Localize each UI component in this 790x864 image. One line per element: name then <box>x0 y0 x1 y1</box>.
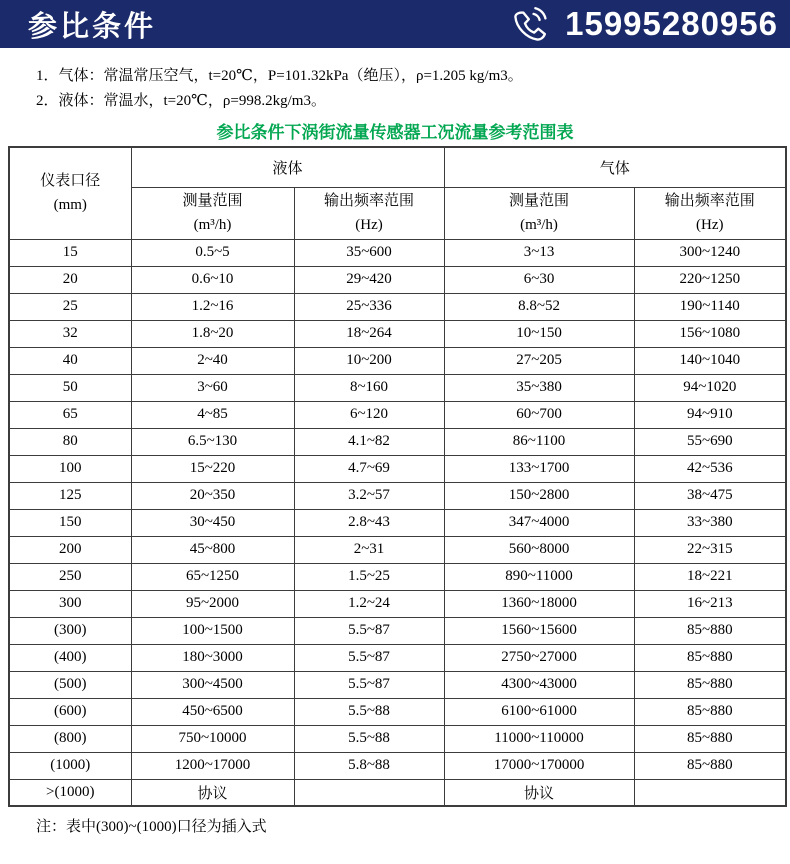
table-cell: 5.8~88 <box>294 752 444 779</box>
table-header-row-1 <box>9 147 786 187</box>
table-row <box>9 563 786 590</box>
table-cell: 6100~61000 <box>444 698 634 725</box>
table-cell: 11000~110000 <box>444 725 634 752</box>
header-label: 输出频率范围 <box>324 193 415 209</box>
table-row <box>9 698 786 725</box>
header-diameter <box>9 147 131 239</box>
table-cell: 5.5~88 <box>294 698 444 725</box>
table-cell: 1.5~25 <box>294 563 444 590</box>
table-cell: 4.1~82 <box>294 428 444 455</box>
table-cell: 0.6~10 <box>131 266 294 293</box>
table-cell: 85~880 <box>634 725 786 752</box>
table-cell: 94~1020 <box>634 374 786 401</box>
table-cell: 38~475 <box>634 482 786 509</box>
table-row <box>9 752 786 779</box>
header-unit: (m³/h) <box>520 217 558 233</box>
header-gas-freq-range <box>634 187 786 239</box>
reference-conditions <box>36 64 790 114</box>
table-cell: 300~4500 <box>131 671 294 698</box>
table-cell: 300 <box>9 590 131 617</box>
table-row <box>9 671 786 698</box>
table-cell: 45~800 <box>131 536 294 563</box>
table-cell: 3.2~57 <box>294 482 444 509</box>
table-cell: 55~690 <box>634 428 786 455</box>
table-cell: (600) <box>9 698 131 725</box>
condition-line-liquid: 2．液体：常温水，t=20℃，ρ=998.2kg/m3。 <box>36 93 326 109</box>
table-cell: 42~536 <box>634 455 786 482</box>
table-cell: 1.8~20 <box>131 320 294 347</box>
table-cell: 1.2~16 <box>131 293 294 320</box>
table-cell: 125 <box>9 482 131 509</box>
table-cell: 560~8000 <box>444 536 634 563</box>
table-cell: 0.5~5 <box>131 239 294 266</box>
table-cell: 10~150 <box>444 320 634 347</box>
header-unit: (m³/h) <box>193 217 232 233</box>
table-cell: 25~336 <box>294 293 444 320</box>
table-row <box>9 509 786 536</box>
header-unit: (Hz) <box>355 217 383 233</box>
table-row <box>9 536 786 563</box>
table-cell: 200 <box>9 536 131 563</box>
table-cell: 3~60 <box>131 374 294 401</box>
table-cell: 8.8~52 <box>444 293 634 320</box>
table-row <box>9 482 786 509</box>
table-cell: 33~380 <box>634 509 786 536</box>
table-cell: 17000~170000 <box>444 752 634 779</box>
table-row <box>9 644 786 671</box>
header-gas: 气体 <box>444 147 786 187</box>
table-cell: 156~1080 <box>634 320 786 347</box>
table-cell: 27~205 <box>444 347 634 374</box>
table-cell: 2~40 <box>131 347 294 374</box>
table-cell: 25 <box>9 293 131 320</box>
table-cell: 4~85 <box>131 401 294 428</box>
table-cell: 18~264 <box>294 320 444 347</box>
table-cell: (300) <box>9 617 131 644</box>
table-title: 参比条件下涡街流量传感器工况流量参考范围表 <box>216 123 574 142</box>
table-cell: 2750~27000 <box>444 644 634 671</box>
table-cell: 18~221 <box>634 563 786 590</box>
table-cell: 20~350 <box>131 482 294 509</box>
table-cell: 65~1250 <box>131 563 294 590</box>
header-label: 测量范围 <box>509 193 570 209</box>
header-diameter-unit: (mm) <box>53 197 87 214</box>
table-cell: 3~13 <box>444 239 634 266</box>
table-row <box>9 320 786 347</box>
table-cell <box>634 779 786 806</box>
header-label: 测量范围 <box>182 193 243 209</box>
table-cell: 10~200 <box>294 347 444 374</box>
table-cell: 220~1250 <box>634 266 786 293</box>
table-cell: 5.5~87 <box>294 644 444 671</box>
table-cell: 35~600 <box>294 239 444 266</box>
table-cell <box>294 779 444 806</box>
table-cell: 150 <box>9 509 131 536</box>
table-cell: 30~450 <box>131 509 294 536</box>
table-cell: 4300~43000 <box>444 671 634 698</box>
table-cell: 20 <box>9 266 131 293</box>
table-cell: 8~160 <box>294 374 444 401</box>
table-row <box>9 779 786 806</box>
table-cell: 60~700 <box>444 401 634 428</box>
table-cell: 450~6500 <box>131 698 294 725</box>
page-title: 参比条件 <box>28 10 157 43</box>
table-cell: (1000) <box>9 752 131 779</box>
table-cell: (800) <box>9 725 131 752</box>
table-cell: 86~1100 <box>444 428 634 455</box>
header-liquid-measure-range <box>131 187 294 239</box>
table-cell: 190~1140 <box>634 293 786 320</box>
table-cell: 50 <box>9 374 131 401</box>
table-cell: 85~880 <box>634 698 786 725</box>
table-cell: 35~380 <box>444 374 634 401</box>
table-cell: 890~11000 <box>444 563 634 590</box>
condition-line-gas: 1．气体：常温常压空气，t=20℃，P=101.32kPa（绝压），ρ=1.205 kg/m3。 <box>36 68 523 84</box>
table-cell: 5.5~87 <box>294 671 444 698</box>
table-cell: 16~213 <box>634 590 786 617</box>
table-cell: 1360~18000 <box>444 590 634 617</box>
table-row <box>9 401 786 428</box>
table-cell: (500) <box>9 671 131 698</box>
header-unit: (Hz) <box>696 217 724 233</box>
table-cell: 6.5~130 <box>131 428 294 455</box>
table-cell: 85~880 <box>634 752 786 779</box>
table-cell: >(1000) <box>9 779 131 806</box>
table-cell: 85~880 <box>634 617 786 644</box>
table-cell: 1.2~24 <box>294 590 444 617</box>
table-row <box>9 617 786 644</box>
table-cell: 32 <box>9 320 131 347</box>
table-cell: 2.8~43 <box>294 509 444 536</box>
table-cell: 180~3000 <box>131 644 294 671</box>
table-cell: 协议 <box>131 779 294 806</box>
table-cell: 100~1500 <box>131 617 294 644</box>
table-cell: 250 <box>9 563 131 590</box>
table-cell: 40 <box>9 347 131 374</box>
table-cell: 22~315 <box>634 536 786 563</box>
header-diameter-label: 仪表口径 <box>40 173 101 190</box>
table-cell: 750~10000 <box>131 725 294 752</box>
table-cell: 6~120 <box>294 401 444 428</box>
table-cell: 6~30 <box>444 266 634 293</box>
table-row <box>9 239 786 266</box>
table-row <box>9 455 786 482</box>
footnote: 注：表中(300)~(1000)口径为插入式 <box>36 819 267 835</box>
table-row <box>9 590 786 617</box>
table-cell: 65 <box>9 401 131 428</box>
table-cell: 4.7~69 <box>294 455 444 482</box>
table-row <box>9 725 786 752</box>
table-row <box>9 266 786 293</box>
table-cell: 100 <box>9 455 131 482</box>
table-cell: 85~880 <box>634 671 786 698</box>
table-cell: 95~2000 <box>131 590 294 617</box>
table-cell: 1560~15600 <box>444 617 634 644</box>
table-cell: (400) <box>9 644 131 671</box>
flow-range-table <box>8 146 787 807</box>
top-header-bar <box>0 0 790 48</box>
table-cell: 150~2800 <box>444 482 634 509</box>
table-cell: 85~880 <box>634 644 786 671</box>
table-cell: 5.5~88 <box>294 725 444 752</box>
header-liquid-freq-range <box>294 187 444 239</box>
phone-icon <box>511 5 549 43</box>
header-liquid: 液体 <box>131 147 444 187</box>
table-cell: 347~4000 <box>444 509 634 536</box>
table-cell: 80 <box>9 428 131 455</box>
table-cell: 5.5~87 <box>294 617 444 644</box>
table-cell: 94~910 <box>634 401 786 428</box>
table-cell: 140~1040 <box>634 347 786 374</box>
table-row <box>9 293 786 320</box>
table-cell: 协议 <box>444 779 634 806</box>
table-row <box>9 347 786 374</box>
table-row <box>9 374 786 401</box>
table-cell: 15~220 <box>131 455 294 482</box>
table-cell: 15 <box>9 239 131 266</box>
table-cell: 300~1240 <box>634 239 786 266</box>
table-cell: 29~420 <box>294 266 444 293</box>
table-cell: 133~1700 <box>444 455 634 482</box>
phone-contact <box>511 5 778 43</box>
table-row <box>9 428 786 455</box>
phone-number: 15995280956 <box>565 5 778 42</box>
header-label: 输出频率范围 <box>664 193 755 209</box>
header-gas-measure-range <box>444 187 634 239</box>
table-cell: 2~31 <box>294 536 444 563</box>
table-cell: 1200~17000 <box>131 752 294 779</box>
